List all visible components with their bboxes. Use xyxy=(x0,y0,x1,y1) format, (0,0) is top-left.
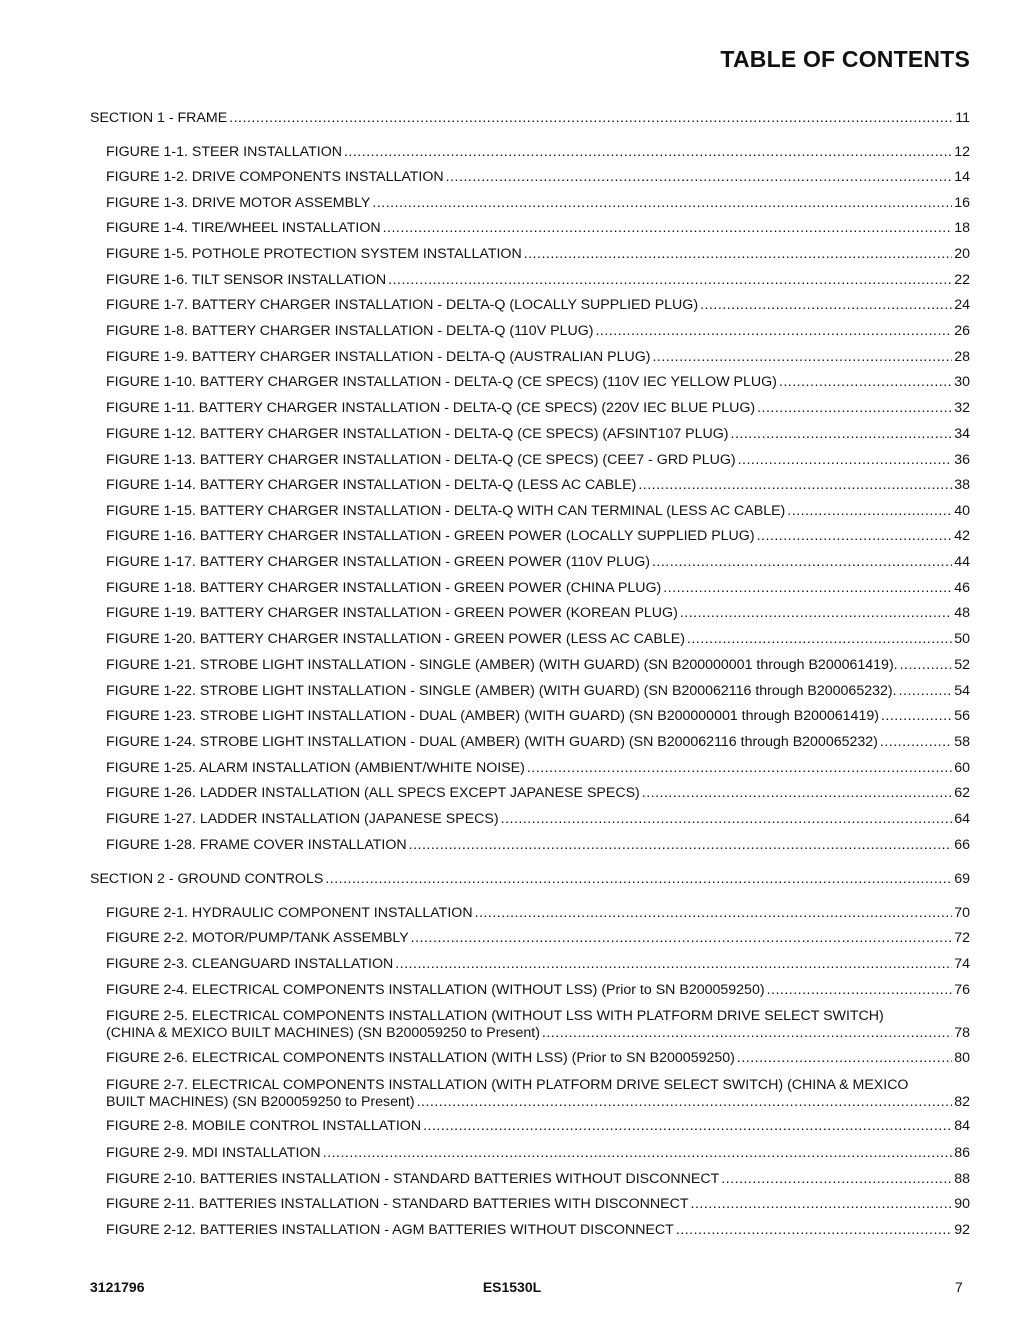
toc-figure-entry[interactable] xyxy=(106,708,970,725)
leader-dots xyxy=(542,1025,952,1042)
toc-figure-entry[interactable] xyxy=(106,1118,970,1135)
toc-entry-title: SECTION 1 - FRAME xyxy=(90,110,228,126)
leader-dots xyxy=(680,605,952,622)
toc-entry-title: FIGURE 2-5. ELECTRICAL COMPONENTS INSTALLATION (WITHOUT LSS WITH PLATFORM DRIVE SELECT SWITCH) xyxy=(106,1008,884,1024)
toc-figure-entry[interactable] xyxy=(106,349,970,366)
footer-doc-number: 3121796 xyxy=(90,1279,145,1295)
toc-entry-page: 32 xyxy=(954,400,970,416)
leader-dots xyxy=(642,785,952,802)
leader-dots xyxy=(652,349,952,366)
toc-figure-entry[interactable] xyxy=(106,657,970,674)
toc-entry-title: FIGURE 1-20. BATTERY CHARGER INSTALLATION - GREEN POWER (LESS AC CABLE) xyxy=(106,631,685,647)
toc-entry-title: FIGURE 1-11. BATTERY CHARGER INSTALLATION - DELTA-Q (CE SPECS) (220V IEC BLUE PLUG) xyxy=(106,400,756,416)
leader-dots xyxy=(652,554,952,571)
leader-dots xyxy=(663,580,952,597)
toc-entry-title: FIGURE 1-22. STROBE LIGHT INSTALLATION - SINGLE (AMBER) (WITH GUARD) (SN B200062116 through B200065232). xyxy=(106,683,897,699)
toc-entry-title: FIGURE 1-17. BATTERY CHARGER INSTALLATION - GREEN POWER (110V PLUG) xyxy=(106,554,650,570)
leader-dots xyxy=(411,930,952,947)
leader-dots xyxy=(417,1094,953,1111)
toc-entry-title: FIGURE 1-3. DRIVE MOTOR ASSEMBLY xyxy=(106,195,371,211)
toc-figure-entry[interactable] xyxy=(106,760,970,777)
toc-figure-entry[interactable] xyxy=(106,905,970,922)
leader-dots xyxy=(880,734,952,751)
toc-entry-title: FIGURE 1-7. BATTERY CHARGER INSTALLATION - DELTA-Q (LOCALLY SUPPLIED PLUG) xyxy=(106,297,699,313)
toc-entry-title: FIGURE 1-23. STROBE LIGHT INSTALLATION - DUAL (AMBER) (WITH GUARD) (SN B200000001 through B200061419) xyxy=(106,708,879,724)
toc-entry-title: FIGURE 1-2. DRIVE COMPONENTS INSTALLATION xyxy=(106,169,444,185)
toc-section-entry[interactable] xyxy=(90,110,970,127)
toc-figure-entry[interactable] xyxy=(106,1077,970,1111)
toc-entry-title: FIGURE 2-1. HYDRAULIC COMPONENT INSTALLATION xyxy=(106,905,473,921)
toc-entry-title: FIGURE 2-11. BATTERIES INSTALLATION - STANDARD BATTERIES WITH DISCONNECT xyxy=(106,1196,689,1212)
toc-entry-page: 88 xyxy=(954,1171,970,1187)
toc-entry-title: FIGURE 1-10. BATTERY CHARGER INSTALLATION - DELTA-Q (CE SPECS) (110V IEC YELLOW PLUG) xyxy=(106,374,777,390)
toc-entry-page: 66 xyxy=(954,837,970,853)
toc-entry-page: 56 xyxy=(954,708,970,724)
leader-dots xyxy=(676,1222,952,1239)
toc-entry-page: 62 xyxy=(954,785,970,801)
toc-entry-title: FIGURE 1-1. STEER INSTALLATION xyxy=(106,144,342,160)
toc-figure-entry[interactable] xyxy=(106,734,970,751)
toc-entry-page: 60 xyxy=(954,760,970,776)
toc-entry-page: 40 xyxy=(954,503,970,519)
leader-dots xyxy=(767,982,953,999)
toc-figure-entry[interactable] xyxy=(106,982,970,999)
toc-entry-page: 90 xyxy=(954,1196,970,1212)
toc-entry-page: 58 xyxy=(954,734,970,750)
toc-entry-title: FIGURE 1-15. BATTERY CHARGER INSTALLATION - DELTA-Q WITH CAN TERMINAL (LESS AC CABLE) xyxy=(106,503,786,519)
toc-figure-entry[interactable] xyxy=(106,631,970,648)
toc-entry-title: FIGURE 1-12. BATTERY CHARGER INSTALLATION - DELTA-Q (CE SPECS) (AFSINT107 PLUG) xyxy=(106,426,729,442)
toc-figure-entry[interactable] xyxy=(106,956,970,973)
leader-dots xyxy=(395,956,952,973)
toc-entry-title: FIGURE 2-2. MOTOR/PUMP/TANK ASSEMBLY xyxy=(106,930,409,946)
toc-entry-page: 48 xyxy=(954,605,970,621)
leader-dots xyxy=(700,297,952,314)
leader-dots xyxy=(524,246,953,263)
leader-dots xyxy=(779,374,952,391)
toc-entry-page: 20 xyxy=(954,246,970,262)
toc-figure-entry[interactable] xyxy=(106,246,970,263)
leader-dots xyxy=(229,110,953,127)
toc-entry-page: 28 xyxy=(954,349,970,365)
toc-figure-entry[interactable] xyxy=(106,503,970,520)
toc-figure-entry[interactable] xyxy=(106,683,970,700)
page-title: TABLE OF CONTENTS xyxy=(720,46,970,72)
toc-entry-title: FIGURE 1-21. STROBE LIGHT INSTALLATION - SINGLE (AMBER) (WITH GUARD) (SN B200000001 through B200061419). xyxy=(106,657,898,673)
toc-entry-title: FIGURE 2-10. BATTERIES INSTALLATION - STANDARD BATTERIES WITHOUT DISCONNECT xyxy=(106,1171,720,1187)
toc-entry-page: 16 xyxy=(954,195,970,211)
toc-figure-entry[interactable] xyxy=(106,272,970,289)
leader-dots xyxy=(737,1050,952,1067)
toc-entry-page: 92 xyxy=(954,1222,970,1238)
toc-entry-page: 11 xyxy=(955,110,970,126)
toc-figure-entry[interactable] xyxy=(106,1222,970,1239)
leader-dots xyxy=(691,1196,953,1213)
toc-entry-page: 12 xyxy=(954,144,970,160)
toc-entry-title: SECTION 2 - GROUND CONTROLS xyxy=(90,871,324,887)
toc-entry-page: 38 xyxy=(954,477,970,493)
toc-figure-entry[interactable] xyxy=(106,1145,970,1162)
leader-dots xyxy=(881,708,952,725)
leader-dots xyxy=(372,195,952,212)
toc-entry-page: 30 xyxy=(954,374,970,390)
toc-entry-title: FIGURE 2-12. BATTERIES INSTALLATION - AGM BATTERIES WITHOUT DISCONNECT xyxy=(106,1222,674,1238)
leader-dots xyxy=(325,871,952,888)
toc-entry-title-cont: (CHINA & MEXICO BUILT MACHINES) (SN B200059250 to Present) xyxy=(106,1025,540,1041)
toc-entry-page: 14 xyxy=(954,169,970,185)
leader-dots xyxy=(475,905,953,922)
toc-entry-title: FIGURE 2-6. ELECTRICAL COMPONENTS INSTALLATION (WITH LSS) (Prior to SN B200059250) xyxy=(106,1050,735,1066)
toc-figure-entry[interactable] xyxy=(106,1196,970,1213)
toc-entry-title: FIGURE 1-16. BATTERY CHARGER INSTALLATION - GREEN POWER (LOCALLY SUPPLIED PLUG) xyxy=(106,528,755,544)
toc-figure-entry[interactable] xyxy=(106,195,970,212)
toc-figure-entry[interactable] xyxy=(106,811,970,828)
toc-figure-entry[interactable] xyxy=(106,477,970,494)
leader-dots xyxy=(757,528,953,545)
toc-entry-title: FIGURE 2-9. MDI INSTALLATION xyxy=(106,1145,321,1161)
toc-figure-entry[interactable] xyxy=(106,930,970,947)
toc-entry-page: 26 xyxy=(954,323,970,339)
toc-entry-title: FIGURE 1-14. BATTERY CHARGER INSTALLATION - DELTA-Q (LESS AC CABLE) xyxy=(106,477,637,493)
toc-entry-title: FIGURE 1-19. BATTERY CHARGER INSTALLATION - GREEN POWER (KOREAN PLUG) xyxy=(106,605,678,621)
toc-entry-title: FIGURE 1-8. BATTERY CHARGER INSTALLATION - DELTA-Q (110V PLUG) xyxy=(106,323,594,339)
toc-entry-title: FIGURE 1-27. LADDER INSTALLATION (JAPANESE SPECS) xyxy=(106,811,499,827)
toc-section-entry[interactable] xyxy=(90,871,970,888)
toc-figure-entry[interactable] xyxy=(106,1171,970,1188)
toc-entry-page: 42 xyxy=(954,528,970,544)
leader-dots xyxy=(388,272,952,289)
toc-entry-page: 50 xyxy=(954,631,970,647)
toc-figure-entry[interactable] xyxy=(106,1050,970,1067)
toc-figure-entry[interactable] xyxy=(106,400,970,417)
toc-entry-page: 34 xyxy=(954,426,970,442)
leader-dots xyxy=(383,220,953,237)
leader-dots xyxy=(501,811,953,828)
toc-entry-page: 80 xyxy=(954,1050,970,1066)
leader-dots xyxy=(899,683,953,700)
footer-model: ES1530L xyxy=(482,1279,542,1295)
toc-figure-entry[interactable] xyxy=(106,528,970,545)
toc-entry-page: 64 xyxy=(954,811,970,827)
leader-dots xyxy=(738,452,953,469)
leader-dots xyxy=(323,1145,953,1162)
toc-entry-page: 76 xyxy=(954,982,970,998)
toc-entry-page: 84 xyxy=(954,1118,970,1134)
leader-dots xyxy=(344,144,952,161)
toc-entry-title-cont: BUILT MACHINES) (SN B200059250 to Present) xyxy=(106,1094,415,1110)
toc-entry-title: FIGURE 1-13. BATTERY CHARGER INSTALLATION - DELTA-Q (CE SPECS) (CEE7 - GRD PLUG) xyxy=(106,452,736,468)
toc-entry-title: FIGURE 2-7. ELECTRICAL COMPONENTS INSTALLATION (WITH PLATFORM DRIVE SELECT SWITCH) (CHINA & MEXICO xyxy=(106,1077,909,1093)
toc-entry-page: 78 xyxy=(954,1025,970,1041)
leader-dots xyxy=(423,1118,952,1135)
leader-dots xyxy=(687,631,952,648)
toc-figure-entry[interactable] xyxy=(106,426,970,443)
leader-dots xyxy=(731,426,953,443)
leader-dots xyxy=(409,837,953,854)
toc-figure-entry[interactable] xyxy=(106,220,970,237)
toc-figure-entry[interactable] xyxy=(106,605,970,622)
toc-entry-page: 22 xyxy=(954,272,970,288)
toc-entry-title: FIGURE 1-28. FRAME COVER INSTALLATION xyxy=(106,837,407,853)
toc-figure-entry[interactable] xyxy=(106,374,970,391)
toc-entry-page: 54 xyxy=(954,683,970,699)
toc-entry-page: 74 xyxy=(954,956,970,972)
toc-figure-entry[interactable] xyxy=(106,169,970,186)
toc-figure-entry[interactable] xyxy=(106,144,970,161)
toc-entry-title: FIGURE 1-9. BATTERY CHARGER INSTALLATION - DELTA-Q (AUSTRALIAN PLUG) xyxy=(106,349,651,365)
toc-entry-title: FIGURE 2-4. ELECTRICAL COMPONENTS INSTALLATION (WITHOUT LSS) (Prior to SN B200059250) xyxy=(106,982,765,998)
leader-dots xyxy=(527,760,952,777)
toc-entry-page: 44 xyxy=(954,554,970,570)
toc-figure-entry[interactable] xyxy=(106,1008,970,1042)
footer-page-number: 7 xyxy=(955,1279,963,1295)
toc-figure-entry[interactable] xyxy=(106,785,970,802)
toc-figure-entry[interactable] xyxy=(106,323,970,340)
leader-dots xyxy=(595,323,952,340)
leader-dots xyxy=(757,400,952,417)
toc-entry-page: 70 xyxy=(954,905,970,921)
toc-entry-page: 52 xyxy=(954,657,970,673)
toc-entry-page: 24 xyxy=(954,297,970,313)
toc-entry-page: 69 xyxy=(954,871,970,887)
toc-entry-title: FIGURE 1-5. POTHOLE PROTECTION SYSTEM INSTALLATION xyxy=(106,246,522,262)
toc-entry-page: 46 xyxy=(954,580,970,596)
toc-entry-title: FIGURE 2-3. CLEANGUARD INSTALLATION xyxy=(106,956,394,972)
toc-entry-page: 18 xyxy=(954,220,970,236)
leader-dots xyxy=(721,1171,952,1188)
toc-figure-entry[interactable] xyxy=(106,580,970,597)
toc-entry-title: FIGURE 1-25. ALARM INSTALLATION (AMBIENT/WHITE NOISE) xyxy=(106,760,525,776)
toc-entry-page: 36 xyxy=(954,452,970,468)
toc-figure-entry[interactable] xyxy=(106,452,970,469)
toc-entry-title: FIGURE 1-6. TILT SENSOR INSTALLATION xyxy=(106,272,387,288)
leader-dots xyxy=(900,657,953,674)
leader-dots xyxy=(638,477,952,494)
toc-entry-page: 82 xyxy=(954,1094,970,1110)
toc-figure-entry[interactable] xyxy=(106,297,970,314)
toc-figure-entry[interactable] xyxy=(106,837,970,854)
leader-dots xyxy=(446,169,953,186)
toc-entry-title: FIGURE 2-8. MOBILE CONTROL INSTALLATION xyxy=(106,1118,422,1134)
toc-figure-entry[interactable] xyxy=(106,554,970,571)
toc-entry-title: FIGURE 1-24. STROBE LIGHT INSTALLATION - DUAL (AMBER) (WITH GUARD) (SN B200062116 through B200065232) xyxy=(106,734,878,750)
toc-entry-title: FIGURE 1-4. TIRE/WHEEL INSTALLATION xyxy=(106,220,381,236)
toc-entry-title: FIGURE 1-18. BATTERY CHARGER INSTALLATION - GREEN POWER (CHINA PLUG) xyxy=(106,580,662,596)
leader-dots xyxy=(787,503,952,520)
toc-entry-title: FIGURE 1-26. LADDER INSTALLATION (ALL SPECS EXCEPT JAPANESE SPECS) xyxy=(106,785,640,801)
toc-entry-page: 86 xyxy=(954,1145,970,1161)
toc-entry-page: 72 xyxy=(954,930,970,946)
